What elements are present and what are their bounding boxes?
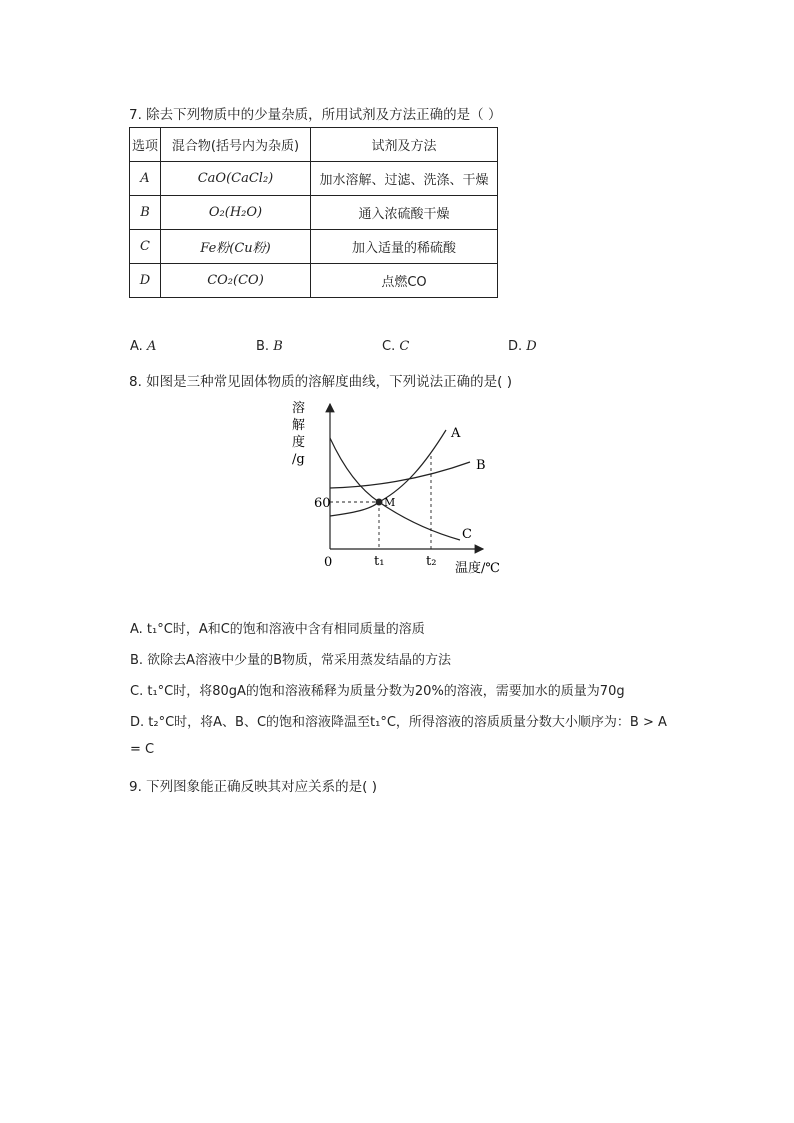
curve-label: A bbox=[451, 426, 461, 441]
point-label: M bbox=[384, 496, 396, 509]
q7-options-table bbox=[129, 127, 498, 298]
curve-c bbox=[330, 438, 460, 540]
row-mixture: CaO(CaCl₂) bbox=[161, 162, 311, 196]
q8-choice-d[interactable]: D. t₂°C时，将A、B、C的饱和溶液降温至t₁°C，所得溶液的溶质质量分数大小顺序为：B > A bbox=[130, 715, 667, 730]
q8-choice-a[interactable]: A. t₁°C时，A和C的饱和溶液中含有相同质量的溶质 bbox=[130, 622, 425, 637]
row-option: A bbox=[130, 162, 161, 196]
q8-choice-b[interactable]: B. 欲除去A溶液中少量的B物质，常采用蒸发结晶的方法 bbox=[130, 653, 451, 668]
y-axis-label-line: 解 bbox=[292, 418, 306, 433]
q8-choice-c[interactable]: C. t₁°C时，将80gA的饱和溶液稀释为质量分数为20%的溶液，需要加水的质量为70g bbox=[130, 684, 625, 699]
row-option: D bbox=[130, 264, 161, 298]
row-mixture: Fe粉(Cu粉) bbox=[161, 230, 311, 264]
row-option: C bbox=[130, 230, 161, 264]
q8-choice-d-continued: = C bbox=[130, 742, 155, 757]
choice-value: D bbox=[526, 339, 537, 354]
row-mixture: O₂(H₂O) bbox=[161, 196, 311, 230]
q7-choice-d[interactable] bbox=[508, 339, 537, 354]
choice-value: C bbox=[399, 339, 410, 354]
row-method: 点燃CO bbox=[311, 264, 498, 298]
x-tick-label: t₁ bbox=[374, 554, 385, 569]
table-header-row bbox=[130, 128, 498, 162]
header-option: 选项 bbox=[130, 128, 161, 162]
choice-value: A bbox=[146, 339, 157, 354]
q7-choice-a[interactable] bbox=[130, 339, 156, 354]
choice-label: C. bbox=[382, 339, 396, 354]
q9-stem: 9. 下列图象能正确反映其对应关系的是( ) bbox=[129, 779, 377, 795]
row-method: 通入浓硫酸干燥 bbox=[311, 196, 498, 230]
curve-label: B bbox=[476, 458, 486, 473]
row-mixture: CO₂(CO) bbox=[161, 264, 311, 298]
solubility-curve-diagram bbox=[280, 392, 520, 582]
x-tick-label: t₂ bbox=[426, 554, 437, 569]
row-method: 加入适量的稀硫酸 bbox=[311, 230, 498, 264]
row-method: 加水溶解、过滤、洗涤、干燥 bbox=[311, 162, 498, 196]
table-row bbox=[130, 196, 498, 230]
choice-label: D. bbox=[508, 339, 523, 354]
y-axis-label-line: 度 bbox=[292, 435, 306, 450]
choice-value: B bbox=[273, 339, 283, 354]
table-row bbox=[130, 162, 498, 196]
origin-label: 0 bbox=[324, 555, 333, 570]
table-row bbox=[130, 264, 498, 298]
q7-choice-b[interactable] bbox=[256, 339, 283, 354]
table-row bbox=[130, 230, 498, 264]
y-tick-label: 60 bbox=[314, 496, 331, 511]
intersection-point-m bbox=[376, 499, 383, 506]
q7-stem: 7. 除去下列物质中的少量杂质，所用试剂及方法正确的是（ ） bbox=[129, 107, 502, 123]
row-option: B bbox=[130, 196, 161, 230]
y-axis-label-line: 溶 bbox=[292, 401, 306, 416]
q8-stem: 8. 如图是三种常见固体物质的溶解度曲线，下列说法正确的是( ) bbox=[129, 374, 512, 390]
y-axis-label-line: /g bbox=[292, 452, 305, 467]
choice-label: A. bbox=[130, 339, 143, 354]
header-mixture: 混合物(括号内为杂质) bbox=[161, 128, 311, 162]
header-method: 试剂及方法 bbox=[311, 128, 498, 162]
q7-choice-c[interactable] bbox=[382, 339, 409, 354]
x-axis-label: 温度/℃ bbox=[455, 561, 500, 576]
curve-label: C bbox=[462, 527, 472, 542]
choice-label: B. bbox=[256, 339, 270, 354]
